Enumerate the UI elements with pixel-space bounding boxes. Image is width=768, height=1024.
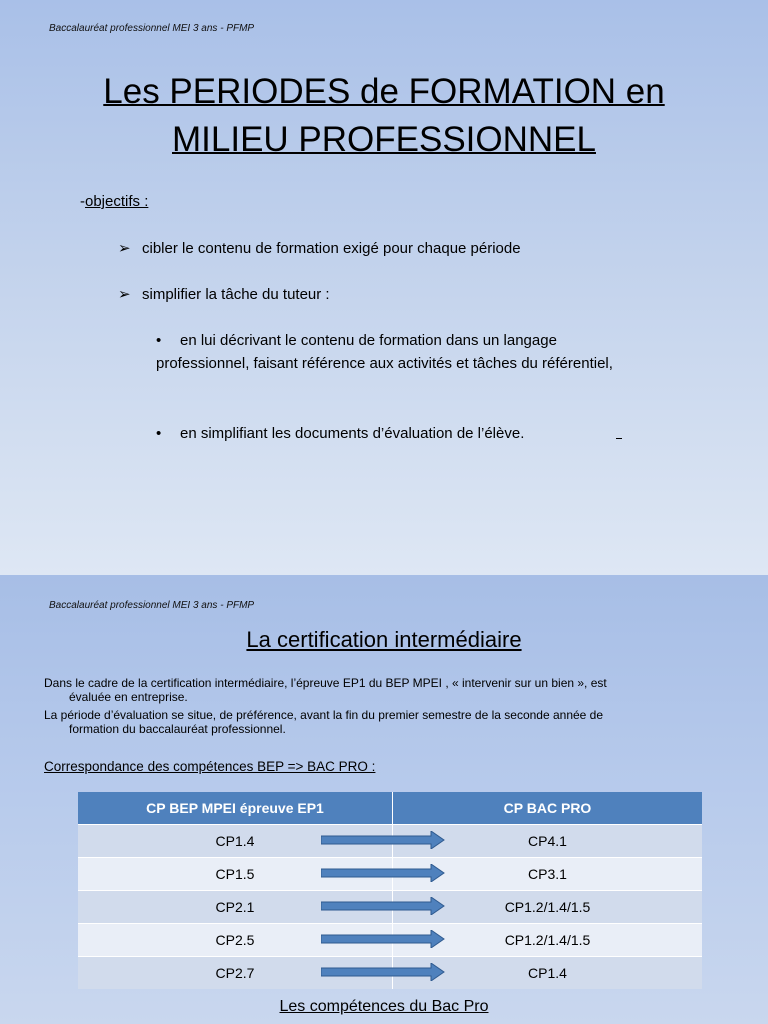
- cell-bacpro: CP4.1: [393, 825, 703, 858]
- cell-bep-text: CP2.7: [215, 965, 255, 981]
- right-arrow-icon: [321, 930, 445, 948]
- cell-bacpro: CP3.1: [393, 858, 703, 891]
- arrow-item-text: simplifier la tâche du tuteur :: [142, 286, 330, 303]
- right-arrow-icon: [321, 831, 445, 849]
- slide-title: La certification intermédiaire: [246, 627, 522, 652]
- cell-bep-text: CP1.5: [215, 866, 255, 882]
- slide-title: [0, 68, 768, 164]
- table-row: [78, 957, 702, 990]
- objectifs-prefix: -: [80, 193, 85, 210]
- cell-bep: [78, 957, 393, 990]
- table-row: [78, 825, 702, 858]
- objectifs-heading: [80, 193, 148, 210]
- table-row: [78, 858, 702, 891]
- dot-item-text: en simplifiant les documents d’évaluation de l’élève.: [180, 425, 525, 442]
- arrow-item: [118, 239, 521, 257]
- cell-bep: [78, 924, 393, 957]
- next-section-title: Les compétences du Bac Pro: [279, 998, 489, 1015]
- paragraph-line: évaluée en entreprise.: [69, 690, 188, 704]
- correspondance-heading: Correspondance des compétences BEP => BAC PRO :: [44, 759, 376, 774]
- arrowhead-bullet-icon: ➢: [118, 286, 131, 303]
- dot-item: [156, 329, 636, 375]
- title-line-2: MILIEU PROFESSIONNEL: [172, 120, 596, 159]
- dot-bullet-icon: •: [156, 425, 162, 442]
- slide-header: Baccalauréat professionnel MEI 3 ans - PFMP: [49, 23, 255, 34]
- cell-bep-text: CP2.5: [215, 932, 255, 948]
- right-arrow-icon: [321, 864, 445, 882]
- title-line-1: Les PERIODES de FORMATION en: [103, 72, 665, 111]
- paragraph-line: Dans le cadre de la certification intermédiaire, l’épreuve EP1 du BEP MPEI , « intervenir sur un bien », est: [44, 676, 607, 690]
- dot-item-text: en lui décrivant le contenu de formation dans un langage professionnel, faisant référence aux activités et tâches du référentiel,: [156, 332, 613, 372]
- paragraph-periode: [44, 708, 724, 736]
- column-header-bacpro: CP BAC PRO: [393, 792, 703, 825]
- competences-table: [78, 792, 702, 989]
- dot-item: [156, 422, 636, 445]
- right-arrow-icon: [321, 963, 445, 981]
- cell-bep: [78, 891, 393, 924]
- table-header-row: [78, 792, 702, 825]
- table-row: [78, 924, 702, 957]
- table-body: [78, 825, 702, 990]
- arrow-item: [118, 285, 330, 303]
- slide-header: Baccalauréat professionnel MEI 3 ans - PFMP: [49, 600, 255, 611]
- column-header-bep: CP BEP MPEI épreuve EP1: [78, 792, 393, 825]
- dot-bullet-icon: •: [156, 332, 162, 349]
- objectifs-label: objectifs :: [85, 193, 149, 210]
- right-arrow-icon: [321, 897, 445, 915]
- decorative-dash: [616, 438, 622, 439]
- slide-certification: [0, 575, 768, 1024]
- paragraph-line: La période d’évaluation se situe, de préférence, avant la fin du premier semestre de la seconde année de: [44, 708, 604, 722]
- arrow-item-text: cibler le contenu de formation exigé pour chaque période: [142, 240, 521, 257]
- cell-bep-text: CP1.4: [215, 833, 255, 849]
- cell-bacpro: CP1.2/1.4/1.5: [393, 924, 703, 957]
- cell-bep: [78, 825, 393, 858]
- table-row: [78, 891, 702, 924]
- arrowhead-bullet-icon: ➢: [118, 240, 131, 257]
- cell-bep-text: CP2.1: [215, 899, 255, 915]
- cell-bacpro: CP1.4: [393, 957, 703, 990]
- cell-bep: [78, 858, 393, 891]
- paragraph-line: formation du baccalauréat professionnel.: [69, 722, 286, 736]
- cell-bacpro: CP1.2/1.4/1.5: [393, 891, 703, 924]
- paragraph-epreuve: [44, 676, 724, 704]
